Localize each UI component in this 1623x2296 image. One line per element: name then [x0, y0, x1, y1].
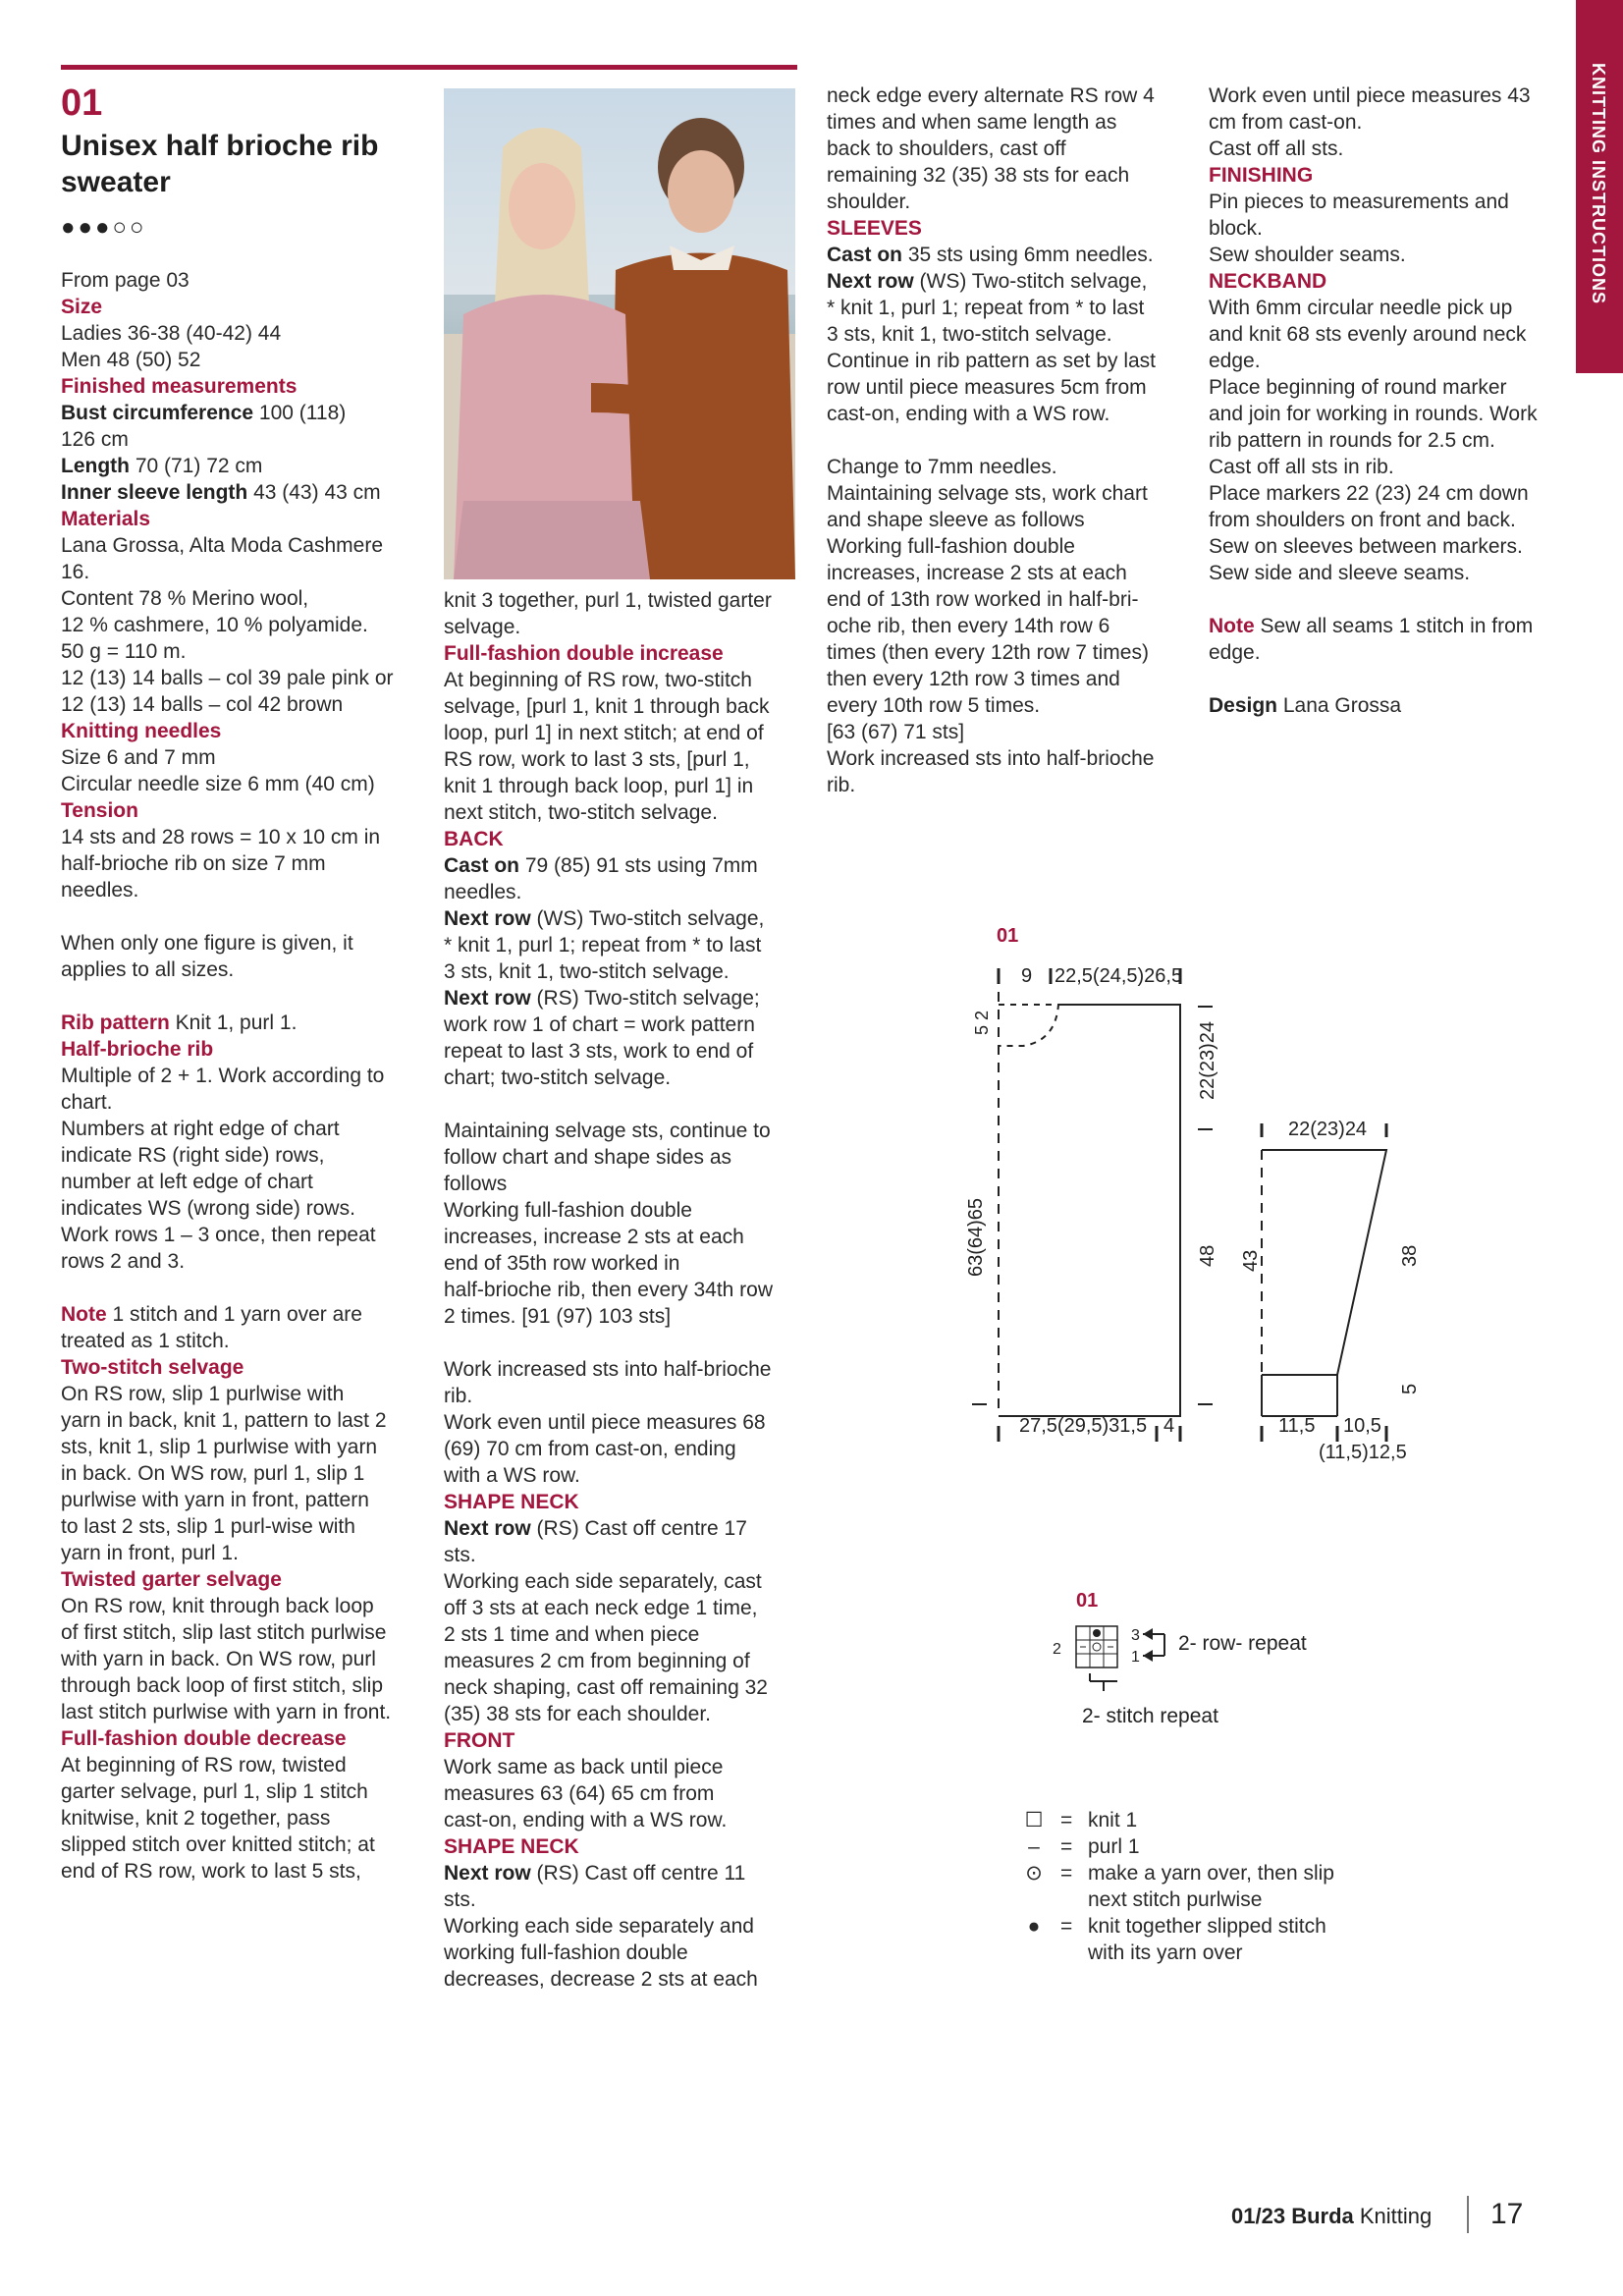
purl-symbol-icon: – [1028, 1835, 1040, 1858]
shape-neck-label: Next row [444, 1517, 531, 1540]
design-text: Lana Grossa [1277, 694, 1402, 717]
column-4 [1209, 82, 1572, 719]
front-cont-line: neck edge every alternate RS row 4 [827, 84, 1155, 107]
sleeve-next-cont: row until piece measures 5cm from [827, 376, 1147, 399]
sleeve-change-line: increases, increase 2 sts at each [827, 562, 1127, 584]
finish-note-line [1209, 613, 1572, 639]
twisted-line: through back loop of first stitch, slip [61, 1674, 383, 1697]
needles-title: Knitting needles [61, 720, 222, 742]
shape-neck-2-text: (RS) Cast off centre 11 [530, 1862, 746, 1885]
back-shape-line: end of 35th row worked in [444, 1252, 680, 1275]
shape-neck-cont: 2 sts 1 time and when piece [444, 1623, 700, 1646]
legend-item [1023, 1807, 1334, 1833]
back-shape-line: half-brioche rib, then every 34th row [444, 1279, 774, 1301]
sleeve-next-line [827, 268, 1190, 295]
page-number: 17 [1490, 2198, 1524, 2230]
sleeve-bottom-right-measure: 10,5 [1343, 1415, 1381, 1437]
finish-note-line-2: edge. [1209, 641, 1261, 664]
size-ladies: Ladies 36-38 (40-42) 44 [61, 322, 282, 345]
sleeve-next-label: Next row [827, 270, 914, 293]
header-rule [61, 65, 797, 70]
design-line [1209, 692, 1572, 719]
back-next1-text: (WS) Two-stitch selvage, [530, 907, 765, 930]
back-next1-cont: 3 sts, knit 1, two-stitch selvage. [444, 960, 730, 983]
stitch-chart [1041, 1583, 1307, 1730]
back-next2-text: (RS) Two-stitch selvage; [530, 987, 760, 1010]
yarn-over-symbol-icon: ⊙ [1025, 1862, 1043, 1885]
sleeve-next-cont: 3 sts, knit 1, two-stitch selvage. [827, 323, 1112, 346]
shape-neck-2-cont: decreases, decrease 2 sts at each [444, 1968, 758, 1991]
ff-decrease-cont-line: selvage. [444, 616, 521, 638]
ff-decrease-line: end of RS row, work to last 5 sts, [61, 1860, 361, 1883]
neckband-line: With 6mm circular needle pick up [1209, 297, 1513, 319]
sleeve-change-line: Working full-fashion double [827, 535, 1075, 558]
back-next2-cont: work row 1 of chart = work pattern [444, 1013, 755, 1036]
sleeve-cast-label: Cast on [827, 244, 903, 266]
length-label: Length [61, 455, 130, 477]
front-cont-line: times and when same length as [827, 111, 1117, 134]
neckband-line: from shoulders on front and back. [1209, 509, 1516, 531]
neckband-line: Sew on sleeves between markers. [1209, 535, 1523, 558]
tension-line: needles. [61, 879, 139, 902]
note-label: Note [61, 1303, 107, 1326]
back-next1-cont: * knit 1, purl 1; repeat from * to last [444, 934, 762, 957]
tension-title: Tension [61, 799, 138, 822]
sleeve-outline [1262, 1150, 1386, 1375]
bottom-width-measure: 27,5(29,5)31,5 [1019, 1415, 1148, 1437]
sizes-note-line: When only one figure is given, it [61, 932, 353, 955]
neckband-line: Sew side and sleeve seams. [1209, 562, 1471, 584]
sleeve-outer-measure: 38 [1399, 1244, 1421, 1267]
ff-decrease-line: garter selvage, purl 1, slip 1 stitch [61, 1780, 368, 1803]
sleeve-change-line: then every 12th row 3 times and [827, 668, 1120, 690]
front-line: cast-on, ending with a WS row. [444, 1809, 728, 1831]
legend-text-2: with its yarn over [1088, 1941, 1243, 1964]
back-shape-line: follow chart and shape sides as [444, 1146, 732, 1169]
materials-title: Materials [61, 508, 151, 530]
back-title: BACK [444, 828, 504, 850]
half-brioche-line: number at left edge of chart [61, 1171, 313, 1193]
back-next2-cont: repeat to last 3 sts, work to end of [444, 1040, 754, 1063]
bust-value-2: 126 cm [61, 428, 129, 451]
back-shape-line: 2 times. [91 (97) 103 sts] [444, 1305, 672, 1328]
stitch-repeat-label: 2- stitch repeat [1082, 1705, 1218, 1727]
legend-equals: = [1060, 1862, 1073, 1885]
sleeve-bottom-left-measure: 11,5 [1278, 1415, 1316, 1437]
knit-symbol-icon: ☐ [1024, 1809, 1044, 1831]
ff-increase-line: RS row, work to last 3 sts, [purl 1, [444, 748, 750, 771]
page-title: Unisex half brioche rib sweater [61, 130, 379, 198]
back-cast-line-2: needles. [444, 881, 522, 903]
selvage-line: sts, knit 1, slip 1 purlwise with yarn [61, 1436, 378, 1458]
side-tab [1576, 0, 1623, 373]
legend-item [1023, 1833, 1334, 1860]
twisted-line: of first stitch, slip last stitch purlwise [61, 1621, 387, 1644]
size-men: Men 48 (50) 52 [61, 349, 201, 371]
inner-sleeve-line [61, 479, 424, 506]
shape-neck-2-cont: Working each side separately and [444, 1915, 754, 1938]
sleeve-work-line: Work even until piece measures 43 [1209, 84, 1531, 107]
sleeve-change-line: Maintaining selvage sts, work chart [827, 482, 1148, 505]
selvage-line: yarn in back, knit 1, pattern to last 2 [61, 1409, 387, 1432]
selvage-line: yarn in front, purl 1. [61, 1542, 239, 1564]
shape-neck-cont: sts. [444, 1544, 476, 1566]
ff-increase-line: selvage, [purl 1, knit 1 through back [444, 695, 770, 718]
row-repeat-label: 2- row- repeat [1178, 1632, 1307, 1655]
finished-title: Finished measurements [61, 375, 298, 398]
back-next2-label: Next row [444, 987, 531, 1010]
sleeve-cast-line [827, 242, 1190, 268]
side-tab-label: KNITTING INSTRUCTIONS [1589, 63, 1608, 304]
neck-curve [999, 1005, 1058, 1046]
neck-depth-measure: 5 2 [972, 1010, 992, 1035]
selvage-title: Two-stitch selvage [61, 1356, 244, 1379]
sleeve-next-text: (WS) Two-stitch selvage, [913, 270, 1148, 293]
sleeve-change-line: oche rib, then every 14th row 6 [827, 615, 1110, 637]
chart-symbol [1093, 1629, 1101, 1637]
sleeve-inner-measure: 43 [1240, 1249, 1262, 1272]
footer-section: Knitting [1359, 2204, 1433, 2228]
ff-decrease-line: At beginning of RS row, twisted [61, 1754, 347, 1777]
selvage-line: purlwise with yarn in front, pattern [61, 1489, 369, 1511]
twisted-line: last stitch purlwise with yarn in front. [61, 1701, 392, 1723]
sleeve-change-line: rib. [827, 774, 856, 796]
back-next1-line [444, 905, 807, 932]
needles-line: Size 6 and 7 mm [61, 746, 216, 769]
back-work-line: rib. [444, 1385, 473, 1407]
back-work-line: with a WS row. [444, 1464, 580, 1487]
sleeve-work-line: Cast off all sts. [1209, 137, 1344, 160]
back-next2-cont: chart; two-stitch selvage. [444, 1066, 672, 1089]
materials-line: 12 % cashmere, 10 % polyamide. [61, 614, 368, 636]
note-line-2: treated as 1 stitch. [61, 1330, 230, 1352]
back-cast-text: 79 (85) 91 sts using 7mm [519, 854, 758, 877]
ff-decrease-line: slipped stitch over knitted stitch; at [61, 1833, 375, 1856]
legend-equals: = [1060, 1835, 1073, 1858]
back-cast-label: Cast on [444, 854, 520, 877]
neckband-line: Cast off all sts in rib. [1209, 456, 1394, 478]
sizes-note-line: applies to all sizes. [61, 958, 235, 981]
design-label: Design [1209, 694, 1278, 717]
footer-divider [1467, 2196, 1469, 2233]
arrow-icon [1143, 1628, 1153, 1640]
shape-neck-text: (RS) Cast off centre 17 [530, 1517, 747, 1540]
rib-pattern-text: Knit 1, purl 1. [169, 1011, 298, 1034]
legend-text-2: next stitch purlwise [1088, 1888, 1263, 1911]
length-line [61, 453, 424, 479]
half-brioche-line: Multiple of 2 + 1. Work according to [61, 1065, 385, 1087]
front-line: Work same as back until piece [444, 1756, 724, 1778]
neckband-line: and knit 68 sts evenly around neck [1209, 323, 1527, 346]
back-work-line: Work even until piece measures 68 [444, 1411, 766, 1434]
legend-equals: = [1060, 1915, 1073, 1938]
legend-text: knit 1 [1088, 1809, 1138, 1831]
neckband-line: Place markers 22 (23) 24 cm down [1209, 482, 1529, 505]
finishing-line: Pin pieces to measurements and [1209, 191, 1509, 213]
note-text: 1 stitch and 1 yarn over are [106, 1303, 362, 1326]
rib-pattern-line [61, 1010, 424, 1036]
back-shape-line: Maintaining selvage sts, continue to [444, 1120, 771, 1142]
materials-line: 12 (13) 14 balls – col 39 pale pink or [61, 667, 394, 689]
column-1 [61, 267, 424, 1885]
finishing-line: Sew shoulder seams. [1209, 244, 1406, 266]
shape-neck-2-label: Next row [444, 1862, 531, 1885]
schematic-diagram [943, 913, 1434, 1483]
bust-value: 100 (118) [253, 402, 347, 424]
sleeve-change-line: end of 13th row worked in half-bri- [827, 588, 1139, 611]
ff-decrease-line: knitwise, knit 2 together, pass [61, 1807, 331, 1830]
materials-line: Content 78 % Merino wool, [61, 587, 309, 610]
inner-sleeve-value: 43 (43) 43 cm [247, 481, 381, 504]
front-cont-line: back to shoulders, cast off [827, 137, 1066, 160]
twisted-line: with yarn in back. On WS row, purl [61, 1648, 376, 1670]
inner-sleeve-label: Inner sleeve length [61, 481, 248, 504]
rib-pattern-label: Rib pattern [61, 1011, 170, 1034]
ff-decrease-title: Full-fashion double decrease [61, 1727, 347, 1750]
top-shoulder-measure: 22,5(24,5)26,5 [1055, 965, 1183, 987]
half-brioche-line: Work rows 1 – 3 once, then repeat [61, 1224, 376, 1246]
arrow-icon [1143, 1650, 1153, 1662]
shape-neck-cont: off 3 sts at each neck edge 1 time, [444, 1597, 758, 1619]
knit-together-symbol-icon: ● [1027, 1915, 1041, 1938]
back-cast-line [444, 852, 807, 879]
front-cont-line: remaining 32 (35) 38 sts for each [827, 164, 1130, 187]
shape-neck-2-title: SHAPE NECK [444, 1835, 579, 1858]
sleeve-next-cont: * knit 1, purl 1; repeat from * to last [827, 297, 1145, 319]
shape-neck-2-cont: working full-fashion double [444, 1941, 688, 1964]
chart-legend [1023, 1807, 1334, 1966]
footer-issue-line [1231, 2204, 1432, 2229]
legend-equals: = [1060, 1809, 1073, 1831]
neckband-line: and join for working in rounds. Work [1209, 403, 1538, 425]
needles-line: Circular needle size 6 mm (40 cm) [61, 773, 375, 795]
size-title: Size [61, 296, 103, 318]
back-work-line: Work increased sts into half-brioche [444, 1358, 772, 1381]
chart-label: 01 [1076, 1590, 1099, 1612]
bust-label: Bust circumference [61, 402, 254, 424]
back-shape-line: follows [444, 1173, 508, 1195]
finishing-line: block. [1209, 217, 1263, 240]
half-brioche-line: Numbers at right edge of chart [61, 1118, 340, 1140]
side-length-measure: 48 [1197, 1244, 1218, 1267]
selvage-line: to last 2 sts, slip 1 purl-wise with [61, 1515, 355, 1538]
column-3 [827, 82, 1190, 798]
twisted-selvage-title: Twisted garter selvage [61, 1568, 282, 1591]
half-brioche-title: Half-brioche rib [61, 1038, 214, 1061]
bottom-side-measure: 4 [1163, 1415, 1175, 1437]
back-next2-line [444, 985, 807, 1011]
legend-item [1023, 1860, 1334, 1913]
sleeve-cast-text: 35 sts using 6mm needles. [902, 244, 1154, 266]
half-brioche-line: indicate RS (right side) rows, [61, 1144, 325, 1167]
legend-item [1023, 1913, 1334, 1966]
finish-note-label: Note [1209, 615, 1255, 637]
total-length-measure: 63(64)65 [965, 1197, 987, 1277]
sleeves-title: SLEEVES [827, 217, 922, 240]
sleeve-change-line: Change to 7mm needles. [827, 456, 1057, 478]
ff-increase-line: knit 1 through back loop, purl 1] in [444, 775, 754, 797]
materials-line: Lana Grossa, Alta Moda Cashmere [61, 534, 384, 557]
legend-text: knit together slipped stitch [1088, 1915, 1326, 1938]
model-photo-illustration [444, 88, 795, 579]
note-line [61, 1301, 424, 1328]
half-brioche-line: indicates WS (wrong side) rows. [61, 1197, 355, 1220]
twisted-line: On RS row, knit through back loop [61, 1595, 374, 1617]
chart-row-right-top: 3 [1131, 1627, 1140, 1644]
ff-increase-title: Full-fashion double increase [444, 642, 724, 665]
shape-neck-cont: measures 2 cm from beginning of [444, 1650, 750, 1672]
chart-row-right-bottom: 1 [1131, 1649, 1140, 1666]
neckband-line: edge. [1209, 350, 1261, 372]
sleeve-change-line: every 10th row 5 times. [827, 694, 1041, 717]
difficulty-rating: ●●●○○ [61, 214, 147, 241]
footer-brand: Burda [1291, 2204, 1354, 2228]
materials-line: 16. [61, 561, 90, 583]
finish-note-text: Sew all seams 1 stitch in from [1254, 615, 1534, 637]
sleeve-bottom-right-measure-2: (11,5)12,5 [1319, 1442, 1407, 1463]
tension-line: 14 sts and 28 rows = 10 x 10 cm in [61, 826, 381, 848]
front-cont-line: shoulder. [827, 191, 911, 213]
shape-neck-line [444, 1515, 807, 1542]
legend-text: purl 1 [1088, 1835, 1140, 1858]
tension-line: half-brioche rib on size 7 mm [61, 852, 326, 875]
sleeve-next-cont: cast-on, ending with a WS row. [827, 403, 1110, 425]
shape-neck-title: SHAPE NECK [444, 1491, 579, 1513]
body-outline [999, 1005, 1180, 1416]
model-photo [444, 88, 795, 579]
ff-increase-line: At beginning of RS row, two-stitch [444, 669, 752, 691]
legend-text: make a yarn over, then slip [1088, 1862, 1334, 1885]
sleeve-change-line: times (then every 12th row 7 times) [827, 641, 1149, 664]
sleeve-change-line: [63 (67) 71 sts] [827, 721, 965, 743]
ff-increase-line: loop, purl 1] in next stitch; at end of [444, 722, 764, 744]
neckband-line: Place beginning of round marker [1209, 376, 1507, 399]
armhole-measure: 22(23)24 [1197, 1020, 1218, 1100]
back-next1-label: Next row [444, 907, 531, 930]
half-brioche-line: chart. [61, 1091, 113, 1114]
shape-neck-2-cont: sts. [444, 1888, 476, 1911]
sleeve-next-cont: Continue in rib pattern as set by last [827, 350, 1157, 372]
back-work-line: (69) 70 cm from cast-on, ending [444, 1438, 736, 1460]
back-shape-line: Working full-fashion double [444, 1199, 692, 1222]
front-title: FRONT [444, 1729, 515, 1752]
sleeve-work-line: cm from cast-on. [1209, 111, 1363, 134]
from-page: From page 03 [61, 269, 189, 292]
shape-neck-2-line [444, 1860, 807, 1886]
ff-increase-line: next stitch, two-stitch selvage. [444, 801, 718, 824]
bust-line [61, 400, 424, 426]
pattern-number: 01 [61, 82, 103, 124]
neckband-line: rib pattern in rounds for 2.5 cm. [1209, 429, 1495, 452]
materials-line: 12 (13) 14 balls – col 42 brown [61, 693, 344, 716]
shape-neck-cont: (35) 38 sts for each shoulder. [444, 1703, 711, 1725]
selvage-line: in back. On WS row, purl 1, slip 1 [61, 1462, 365, 1485]
chart-row-left: 2 [1053, 1641, 1061, 1658]
top-neck-measure: 9 [1021, 965, 1033, 987]
sleeve-change-line: and shape sleeve as follows [827, 509, 1085, 531]
footer-issue: 01/23 [1231, 2204, 1286, 2228]
front-line: measures 63 (64) 65 cm from [444, 1782, 715, 1805]
materials-line: 50 g = 110 m. [61, 640, 187, 663]
half-brioche-line: rows 2 and 3. [61, 1250, 186, 1273]
schematic-label: 01 [997, 925, 1019, 947]
shape-neck-cont: neck shaping, cast off remaining 32 [444, 1676, 768, 1699]
sleeve-change-line: Work increased sts into half-brioche [827, 747, 1155, 770]
shape-neck-cont: Working each side separately, cast [444, 1570, 762, 1593]
sleeve-top-measure: 22(23)24 [1288, 1119, 1368, 1140]
finishing-title: FINISHING [1209, 164, 1314, 187]
back-shape-line: increases, increase 2 sts at each [444, 1226, 744, 1248]
length-value: 70 (71) 72 cm [129, 455, 263, 477]
ff-decrease-cont-line: knit 3 together, purl 1, twisted garter [444, 589, 772, 612]
neckband-title: NECKBAND [1209, 270, 1327, 293]
column-2 [444, 587, 807, 1993]
sleeve-cuff-measure: 5 [1399, 1383, 1421, 1394]
selvage-line: On RS row, slip 1 purlwise with [61, 1383, 345, 1405]
